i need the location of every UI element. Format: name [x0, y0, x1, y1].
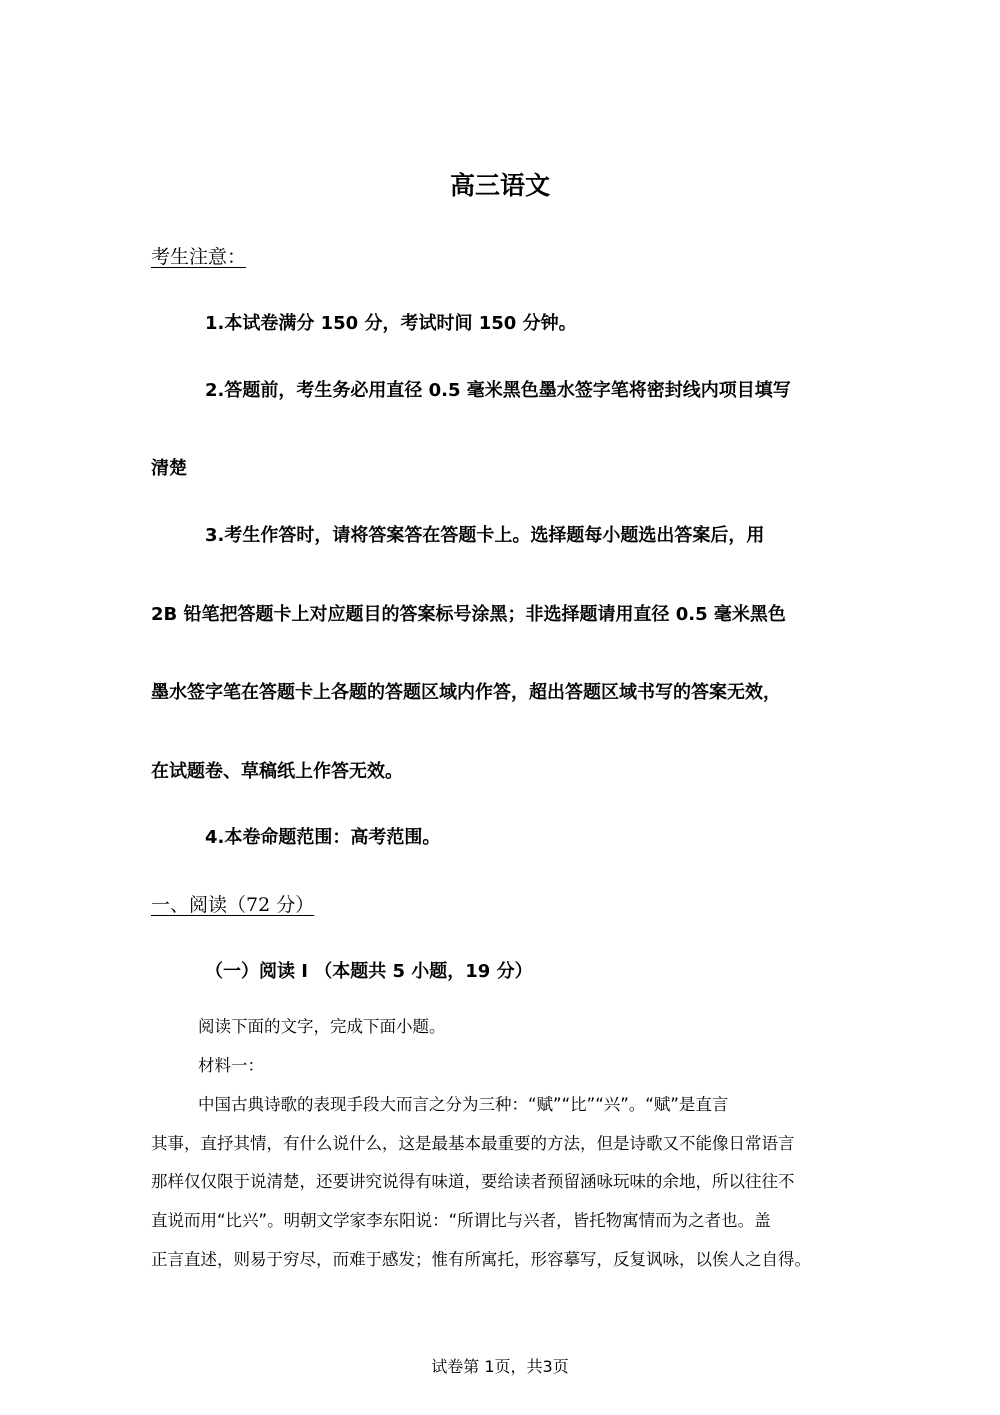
- page-footer: 试卷第 1页，共3页: [431, 1357, 569, 1376]
- notice-line: 3.考生作答时，请将答案答在答题卡上。选择题每小题选出答案后，用: [205, 525, 765, 546]
- notice-line: 2B 铅笔把答题卡上对应题目的答案标号涂黑；非选择题请用直径 0.5 毫米黑色: [151, 604, 786, 625]
- notice-line: 在试题卷、草稿纸上作答无效。: [151, 761, 403, 782]
- passage-line: 直说而用“比兴”。明朝文学家李东阳说：“所谓比与兴者，皆托物寓情而为之者也。盖: [151, 1211, 771, 1230]
- notice-heading: 考生注意：: [151, 246, 247, 268]
- notice-line: 1.本试卷满分 150 分，考试时间 150 分钟。: [205, 313, 577, 334]
- notice-line: 2.答题前，考生务必用直径 0.5 毫米黑色墨水签字笔将密封线内项目填写: [205, 380, 791, 401]
- section-subheading: （一）阅读 I （本题共 5 小题，19 分）: [205, 961, 533, 982]
- instruction-text: 阅读下面的文字，完成下面小题。: [198, 1017, 446, 1036]
- notice-line: 墨水签字笔在答题卡上各题的答题区域内作答，超出答题区域书写的答案无效，: [151, 682, 781, 703]
- notice-line: 4.本卷命题范围：高考范围。: [205, 827, 441, 848]
- material-label: 材料一：: [198, 1056, 264, 1075]
- section-heading: 一、阅读（72 分）: [151, 894, 315, 916]
- passage-line: 其事，直抒其情，有什么说什么，这是最基本最重要的方法，但是诗歌又不能像日常语言: [151, 1134, 795, 1153]
- passage-line: 正言直述，则易于穷尽，而难于感发；惟有所寓托，形容摹写，反复讽咏，以俟人之自得。: [151, 1250, 811, 1269]
- notice-line: 清楚: [151, 458, 187, 479]
- passage-line: 那样仅仅限于说清楚，还要讲究说得有味道，要给读者预留涵咏玩味的余地，所以往往不: [151, 1172, 795, 1191]
- passage-line: 中国古典诗歌的表现手段大而言之分为三种：“赋”“比”“兴”。“赋”是直言: [198, 1095, 729, 1114]
- page-title: 高三语文: [449, 171, 550, 200]
